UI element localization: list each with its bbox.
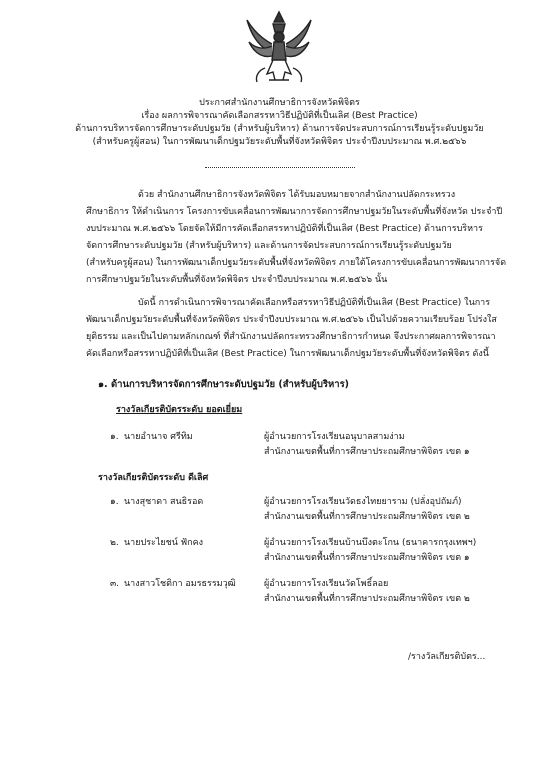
paragraph-1-line-3: งบประมาณ พ.ศ.๒๕๖๖ โดยจัดให้มีการคัดเลือกสรรหาปฏิบัติที่เป็นเลิศ (Best Practice) ด้านการบริหาร [86,224,483,234]
good-3-office: สำนักงานเขตพื้นที่การศึกษาประถมศึกษาพิจิตร เขต ๒ [264,594,470,604]
good-2-name: นายประไยชน์ ฟักคง [124,538,204,548]
excellent-1-position: ผู้อำนวยการโรงเรียนอนุบาลสามง่าม [264,432,405,442]
paragraph-1-line-1: ด้วย สำนักงานศึกษาธิการจังหวัดพิจิตร ได้รับมอบหมายจากสำนักงานปลัดกระทรวง [138,190,456,200]
subject-line-1: เรื่อง ผลการพิจารณาคัดเลือกสรรหาวิธีปฏิบัติที่เป็นเลิศ (Best Practice) [141,111,418,121]
good-1-number: ๑. [110,497,119,507]
award-excellent-heading: รางวัลเกียรติบัตรระดับ ยอดเยี่ยม [116,405,243,415]
good-3-number: ๓. [110,579,120,589]
subject-line-3: (สำหรับครูผู้สอน) ในการพัฒนาเด็กปฐมวัยระดับพื้นที่จังหวัดพิจิตร ประจำปีงบประมาณ พ.ศ.๒๕๖๖ [92,137,467,147]
announcement-title: ประกาศสำนักงานศึกษาธิการจังหวัดพิจิตร [199,98,360,108]
good-2-number: ๒. [110,538,119,548]
excellent-1-office: สำนักงานเขตพื้นที่การศึกษาประถมศึกษาพิจิตร เขต ๑ [264,447,470,457]
good-1-office: สำนักงานเขตพื้นที่การศึกษาประถมศึกษาพิจิตร เขต ๒ [264,512,470,522]
paragraph-1-line-6: การศึกษาปฐมวัยในระดับพื้นที่จังหวัดพิจิตร ประจำปีงบประมาณ พ.ศ.๒๕๖๖ นั้น [86,275,388,285]
continued-note: /รางวัลเกียรติบัตร... [408,652,486,662]
good-3-position: ผู้อำนวยการโรงเรียนวัดโพธิ์ลอย [264,579,389,589]
paragraph-2-line-1: บัดนี้ การดำเนินการพิจารณาคัดเลือกหรือสรรหาวิธีปฏิบัติที่เป็นเลิศ (Best Practice) ในการ [138,298,491,308]
paragraph-1-line-5: (สำหรับครูผู้สอน) ในการพัฒนาเด็กปฐมวัยระดับพื้นที่จังหวัดพิจิตร ภายใต้โครงการขับเคลื่อนการพัฒนาการจัด [86,258,507,268]
excellent-1-name: นายอำนาจ ศรีทิม [124,432,193,442]
garuda-emblem-icon [243,8,315,86]
good-2-position: ผู้อำนวยการโรงเรียนบ้านบึงตะโกน (ธนาคารกรุงเทพฯ) [264,538,477,548]
paragraph-2-line-3: ยุติธรรม และเป็นไปตามหลักเกณฑ์ ที่สำนักงานปลัดกระทรวงศึกษาธิการกำหนด จึงประกาศผลการพิจารณา [86,332,496,342]
dotted-separator [205,167,355,168]
good-1-position: ผู้อำนวยการโรงเรียนวัดธงไทยยาราม (ปลั่งอุปถัมภ์) [264,497,462,507]
paragraph-2-line-2: พัฒนาเด็กปฐมวัยระดับพื้นที่จังหวัดพิจิตร ประจำปีงบประมาณ พ.ศ.๒๕๖๖ เป็นไปด้วยความเรียบร้อย โปร่งใส [86,315,497,325]
section-1-heading: ๑. ด้านการบริหารจัดการศึกษาระดับปฐมวัย (สำหรับผู้บริหาร) [98,379,350,390]
paragraph-1-line-4: จัดการศึกษาระดับปฐมวัย (สำหรับผู้บริหาร) และด้านการจัดประสบการณ์การเรียนรู้ระดับปฐมวัย [86,241,452,251]
good-2-office: สำนักงานเขตพื้นที่การศึกษาประถมศึกษาพิจิตร เขต ๑ [264,553,470,563]
good-1-name: นางสุชาดา สนธิรอด [124,497,204,507]
good-3-name: นางสาวโชติกา อมรธรรมวุฒิ [124,579,236,589]
subject-line-2: ด้านการบริหารจัดการศึกษาระดับปฐมวัย (สำหรับผู้บริหาร) ด้านการจัดประสบการณ์การเรียนรู้ระดับปฐมวัย [75,124,484,134]
paragraph-2-line-4: คัดเลือกหรือสรรหาปฏิบัติที่เป็นเลิศ (Best Practice) ในการพัฒนาเด็กปฐมวัยระดับพื้นที่จังหวัดพิจิตร ดังนี้ [86,349,489,359]
award-good-heading: รางวัลเกียรติบัตรระดับ ดีเลิศ [98,473,209,483]
paragraph-1-line-2: ศึกษาธิการ ให้ดำเนินการ โครงการขับเคลื่อนการพัฒนาการจัดการศึกษาปฐมวัยในระดับพื้นที่จังหวัด ประจำปี [86,207,503,217]
excellent-1-number: ๑. [110,432,119,442]
